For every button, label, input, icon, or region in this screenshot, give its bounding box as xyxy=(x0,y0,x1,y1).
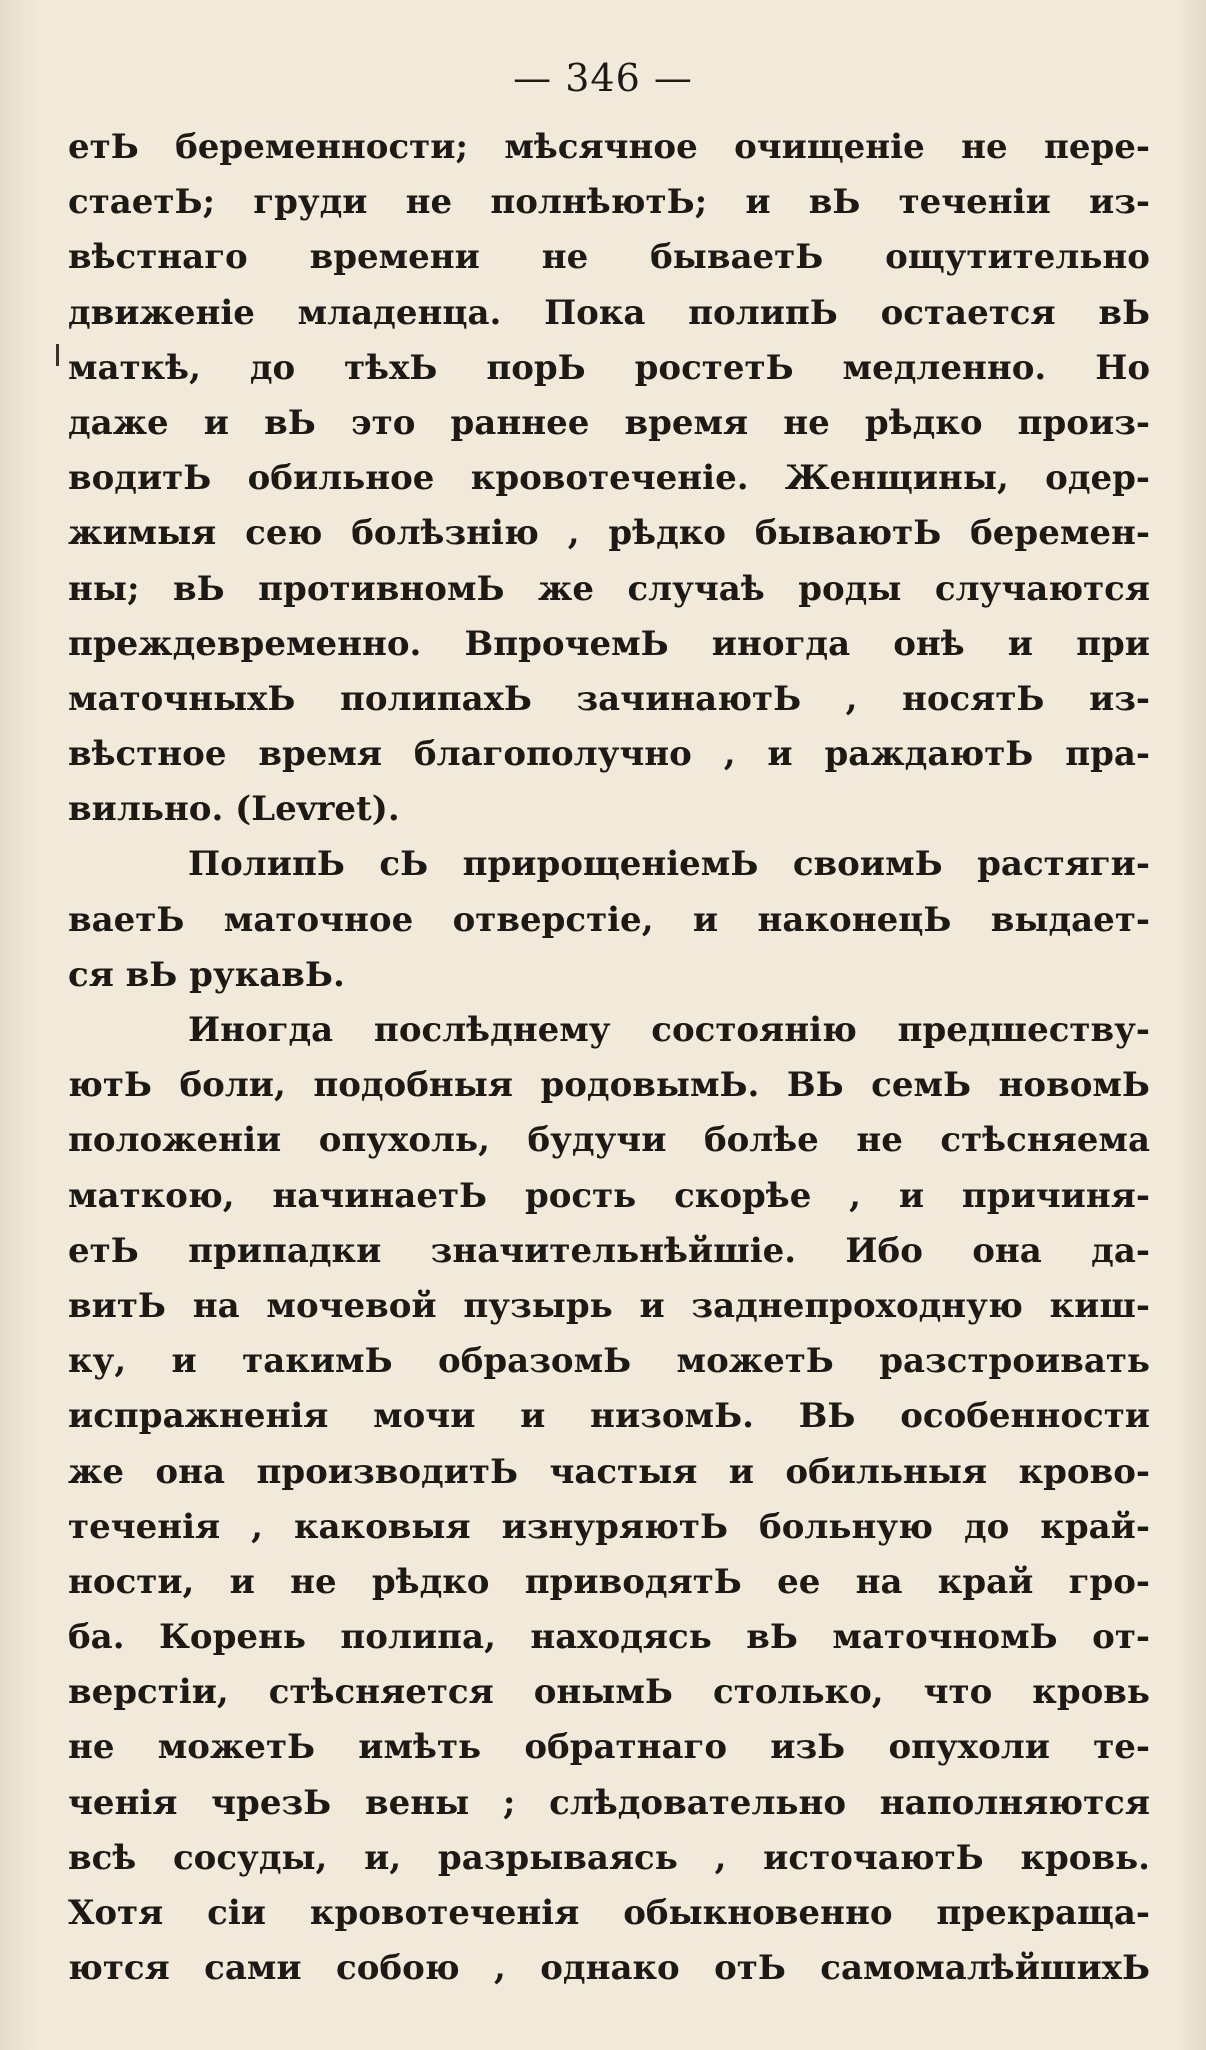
text-line: стаетЬ; груди не полнѣютЬ; и вЬ теченіи из- xyxy=(68,182,1150,223)
text-line: ются сами собою , однако отЬ самомалѣйшихЬ xyxy=(68,1948,1150,1989)
text-line: маткѣ, до тѣхЬ порЬ ростетЬ медленно. Но xyxy=(68,347,1150,388)
text-line: ся вЬ рукавЬ. xyxy=(68,954,345,995)
text-line: даже и вЬ это раннее время не рѣдко произ- xyxy=(68,402,1150,443)
text-line: всѣ сосуды, и, разрываясь , источаютЬ кровь. xyxy=(68,1837,1150,1878)
text-line: ности, и не рѣдко приводятЬ ее на край гро- xyxy=(68,1561,1150,1602)
text-line: маткою, начинаетЬ рость скорѣе , и причиня- xyxy=(68,1175,1150,1216)
text-line: вильно. (Levret). xyxy=(68,789,400,830)
text-line: ютЬ боли, подобныя родовымЬ. ВЬ семЬ новомЬ xyxy=(68,1065,1150,1106)
text-line: вѣстное время благополучно , и раждаютЬ пра- xyxy=(68,734,1150,775)
text-line: Иногда послѣднему состоянію предшеству- xyxy=(188,1010,1150,1050)
page-number: — 346 — xyxy=(513,56,693,100)
text-line: етЬ припадки значительнѣйшіе. Ибо она да- xyxy=(68,1230,1150,1271)
text-line: етЬ беременности; мѣсячное очищеніе не пере- xyxy=(68,127,1150,167)
text-line: теченія , каковыя изнуряютЬ больную до край- xyxy=(68,1506,1150,1547)
text-line: положеніи опухоль, будучи болѣе не стѣсняема xyxy=(68,1120,1150,1161)
body-text xyxy=(68,120,1150,1996)
text-line: жимыя сею болѣзнію , рѣдко бываютЬ беремен- xyxy=(68,513,1150,554)
text-line: ны; вЬ противномЬ же случаѣ роды случаются xyxy=(68,568,1150,609)
text-line: Хотя сіи кровотеченія обыкновенно прекраща- xyxy=(68,1893,1150,1933)
text-line: витЬ на мочевой пузырь и заднепроходную киш- xyxy=(68,1285,1150,1326)
text-line: верстіи, стѣсняется онымЬ столько, что кровь xyxy=(68,1672,1150,1713)
text-line: не можетЬ имѣть обратнаго изЬ опухоли те- xyxy=(68,1727,1150,1768)
text-line: преждевременно. ВпрочемЬ иногда онѣ и при xyxy=(68,623,1150,664)
text-line: вѣстнаго времени не бываетЬ ощутительно xyxy=(68,237,1150,278)
text-line: водитЬ обильное кровотеченіе. Женщины, одер- xyxy=(68,458,1150,499)
text-line: ченія чрезЬ вены ; слѣдовательно наполняются xyxy=(68,1782,1150,1823)
text-line: ПолипЬ сЬ прирощеніемЬ своимЬ растяги- xyxy=(188,844,1150,885)
text-line: ба. Корень полипа, находясь вЬ маточномЬ от- xyxy=(68,1617,1150,1658)
text-line: ваетЬ маточное отверстіе, и наконецЬ выдает- xyxy=(68,899,1150,940)
text-line: маточныхЬ полипахЬ зачинаютЬ , носятЬ из- xyxy=(68,678,1150,719)
text-line: испражненія мочи и низомЬ. ВЬ особенности xyxy=(68,1396,1150,1437)
text-line: ку, и такимЬ образомЬ можетЬ разстроивать xyxy=(68,1341,1150,1382)
margin-mark xyxy=(56,344,59,366)
text-line: движеніе младенца. Пока полипЬ остается вЬ xyxy=(68,292,1150,333)
text-line: же она производитЬ частыя и обильныя крово- xyxy=(68,1451,1150,1492)
